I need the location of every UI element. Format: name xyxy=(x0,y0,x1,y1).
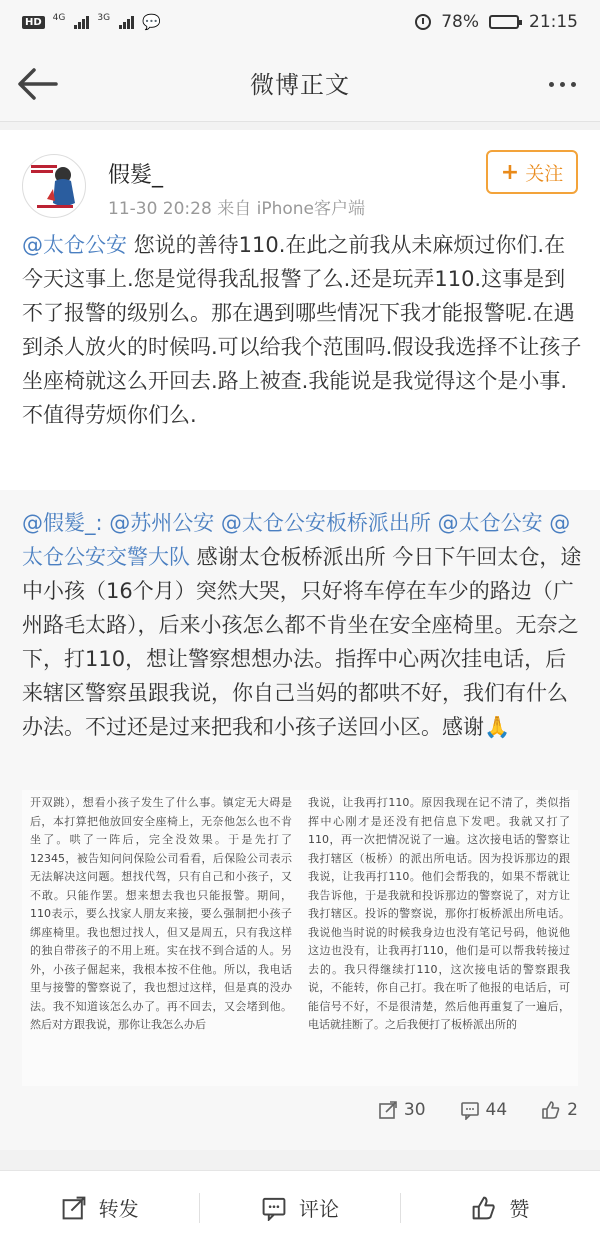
post-meta: 11-30 20:28 来自 iPhone客户端 xyxy=(108,199,365,219)
share-icon xyxy=(378,1100,398,1120)
clock: 21:15 xyxy=(529,12,578,32)
repost-button[interactable] xyxy=(0,1193,199,1222)
network-type-1: 4G xyxy=(52,13,66,23)
comment-icon xyxy=(460,1100,480,1120)
more-button[interactable] xyxy=(540,66,584,102)
status-bar xyxy=(0,0,600,44)
thumbs-up-icon xyxy=(471,1195,497,1221)
like-label: 赞 xyxy=(509,1197,530,1221)
repost-count-button[interactable] xyxy=(378,1100,426,1120)
more-dots-icon xyxy=(549,82,554,87)
post-text: 您说的善待110.在此之前我从未麻烦过你们.在今天这事上.您是觉得我乱报警了么.还是玩弄110.这事是到不了报警的级别么。那在遇到哪些情况下我才能报警呢.在遇到杀人放火的时候吗.可以给我个范围吗.假设我选择不让孩子坐座椅就这么开回去.路上被查.我能说是我觉得这个是小事.不值得劳烦你们么. xyxy=(22,233,582,427)
follow-button[interactable] xyxy=(486,150,578,194)
avatar-image xyxy=(23,155,86,218)
comment-label: 评论 xyxy=(298,1197,339,1221)
back-arrow-icon xyxy=(16,62,60,106)
repost-stats xyxy=(378,1100,578,1120)
mention-link[interactable]: @太仓公安 xyxy=(22,233,127,257)
repost-text: 感谢太仓板桥派出所 今日下午回太仓，途中小孩（16个月）突然大哭，只好将车停在车少的路边（广州路毛太路），后来小孩怎么都不肯坐在安全座椅里。无奈之下，打110，想让警察想想办法。指挥中心两次挂电话，后来辖区警察虽跟我说，你自己当妈的都哄不好，我们有什么办法。不过还是过来把我和小孩子送回小区。感谢🙏 xyxy=(22,545,582,739)
signal-icon-2 xyxy=(119,15,134,29)
image-text-left: 开双跳），想看小孩子发生了什么事。镇定无大碍是后，本打算把他放回安全座椅上，无奈他怎么也不肯坐了。哄了一阵后，完全没效果。于是先打了12345，被告知问问保险公司看看，后保险公司表示无法解决这问题。想找代驾，只有自己和小孩子，又不敢。只能作罢。想来想去我也只能报警。期间，110表示，要么找家人朋友来接，要么强制把小孩子绑座椅里。我也想过找人，但又是周五，只有我这样的独自带孩子的不用上班。实在找不到合适的人。另外，小孩子倔起来，我根本按不住他。所以，我电话里与接警的警察说了，我也想过这样，但是真的没办法。我不知道该怎么办了。再不回去，又会堵到他。然后对方跟我说，那你让我怎么办后 xyxy=(30,796,292,1031)
signal-icon xyxy=(74,15,89,29)
repost-mentions[interactable]: @假髮_: @苏州公安 @太仓公安板桥派出所 @太仓公安 @太仓公安交警大队 xyxy=(22,511,571,569)
repost-label: 转发 xyxy=(98,1197,139,1221)
username[interactable]: 假髮_ xyxy=(108,163,164,188)
plus-icon: + xyxy=(500,159,520,185)
comment-count-button[interactable] xyxy=(460,1100,508,1120)
wechat-icon: 💬 xyxy=(142,13,161,31)
avatar[interactable] xyxy=(22,154,86,218)
like-button[interactable] xyxy=(401,1193,600,1222)
alarm-icon xyxy=(415,14,431,30)
image-text-right: 我说，让我再打110。原因我现在记不清了，类似指挥中心刚才是还没有把信息下发吧。我就又打了110，再一次把情况说了一遍。这次接电话的警察让我打辖区（板桥）的派出所电话。因为投诉那边的跟我说，让我再打110。他们会帮我的，如果不帮就让我告诉他，于是我就和投诉那边的警察说了，对方让我打辖区。投诉的警察说，那你打板桥派出所电话。我说他当时说的时候我身边也没有笔记号码，他说他这边也没有，让我再打110，他们是可以帮我转接过去的。我只得继续打110，这次接电话的警察跟我说，不能转，你自己打。我在听了他报的电话后，可能信号不好，不是很清楚，然后他再重复了一遍后，电话就挂断了。之后我便打了板桥派出所的 xyxy=(308,796,570,1031)
nav-bar xyxy=(0,44,600,122)
battery-percent: 78% xyxy=(441,12,479,32)
comment-icon xyxy=(261,1195,287,1221)
repost-block[interactable] xyxy=(0,490,600,1150)
like-count: 2 xyxy=(567,1100,578,1120)
like-count-button[interactable] xyxy=(541,1100,578,1120)
network-type-2: 3G xyxy=(97,13,111,23)
thumbs-up-icon xyxy=(541,1100,561,1120)
page-title: 微博正文 xyxy=(250,71,350,99)
comment-button[interactable] xyxy=(200,1193,399,1222)
repost-body xyxy=(22,506,582,744)
action-bar xyxy=(0,1170,600,1244)
follow-label: 关注 xyxy=(525,162,564,185)
share-icon xyxy=(61,1195,87,1221)
comment-count: 44 xyxy=(485,1100,508,1120)
battery-icon xyxy=(489,15,519,29)
hd-badge: HD xyxy=(22,16,45,29)
post-body xyxy=(22,228,582,432)
back-button[interactable] xyxy=(16,62,60,106)
post-card xyxy=(0,130,600,1150)
repost-image[interactable] xyxy=(22,790,578,1086)
repost-count: 30 xyxy=(403,1100,426,1120)
